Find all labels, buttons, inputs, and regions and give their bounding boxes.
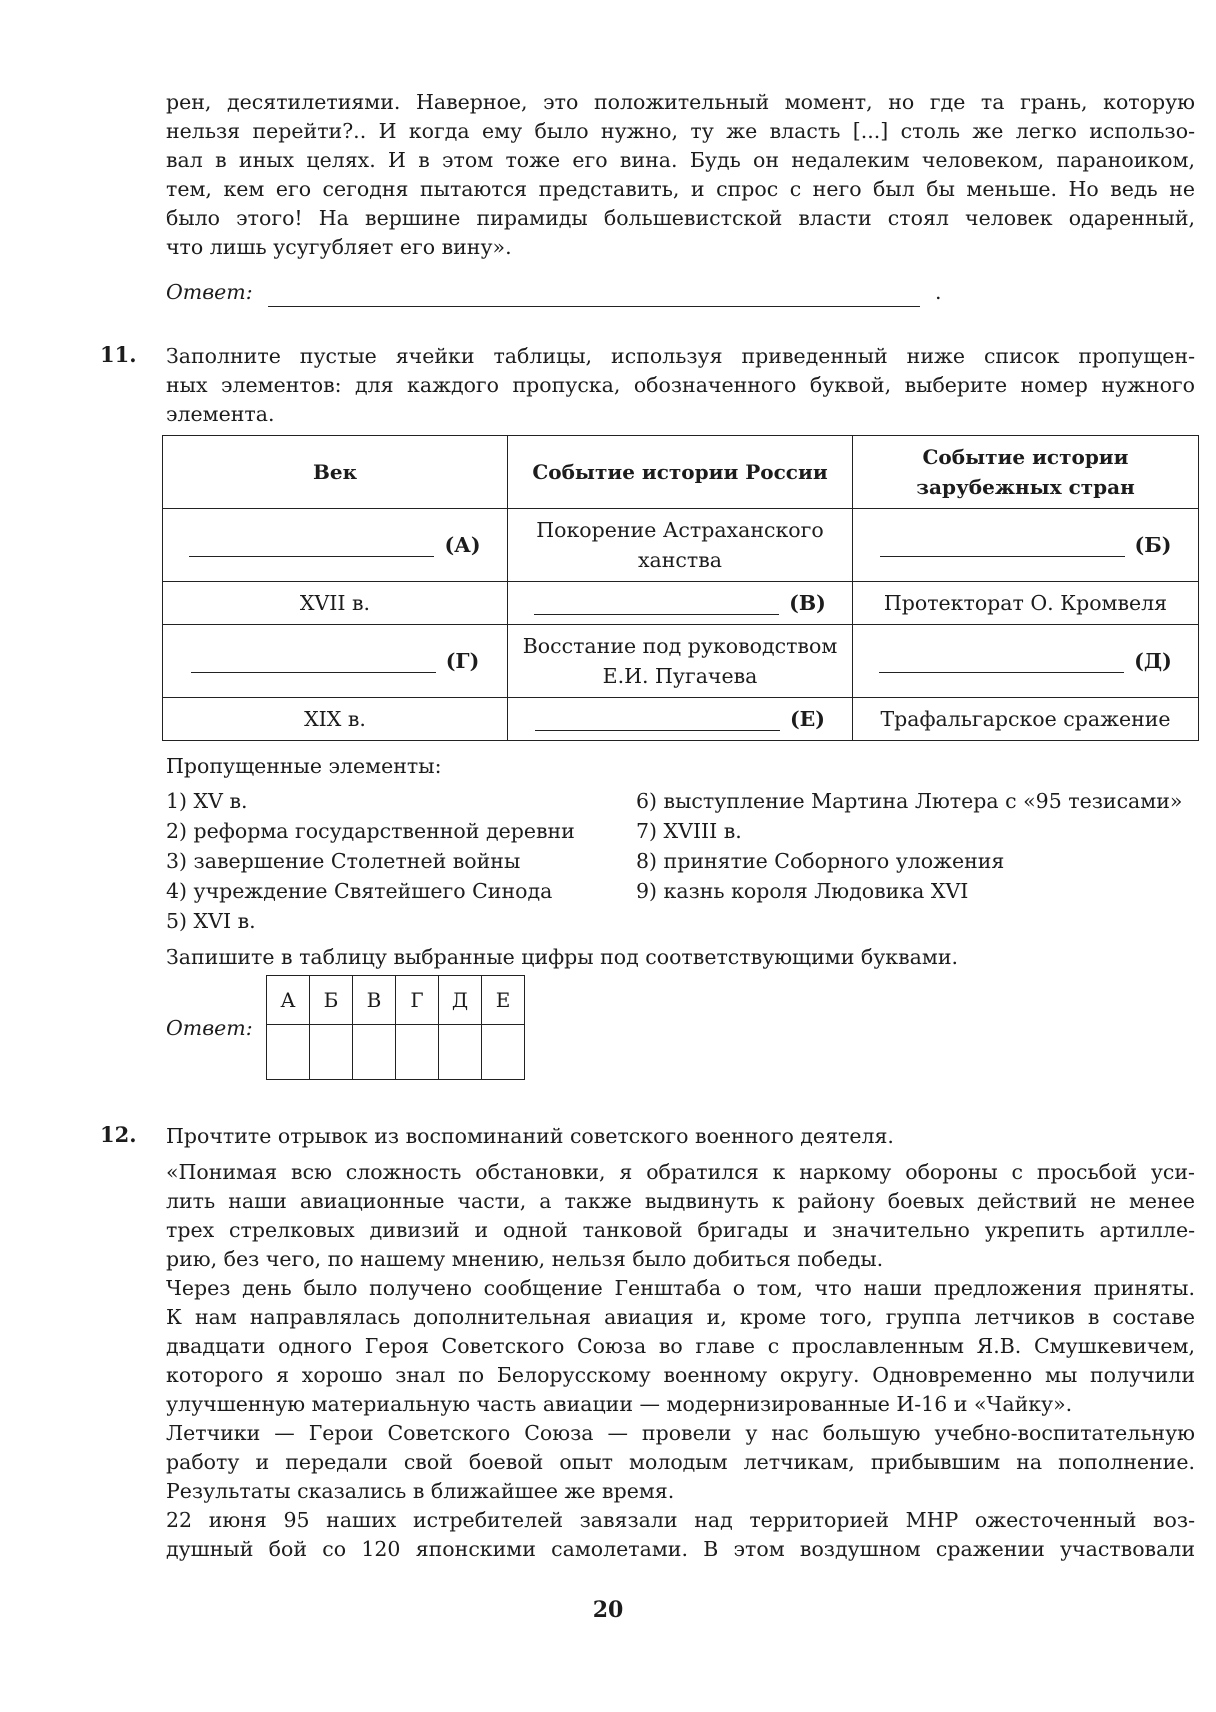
text-line: трех стрелковых дивизий и одной танковой бригады и значительно укрепить артилле-: [166, 1218, 1195, 1242]
table-cell: XVII в.: [163, 582, 508, 625]
header-foreign-event: Событие истории зарубежных стран: [853, 436, 1199, 509]
task-number-12: 12.: [100, 1122, 137, 1147]
task11-instruction: [166, 342, 1195, 429]
answer-input-cell[interactable]: [439, 1025, 482, 1080]
table-row: [163, 509, 1199, 582]
answer-letter: Е: [482, 976, 525, 1025]
blank-cell[interactable]: [853, 509, 1199, 582]
text-line: нельзя перейти?.. И когда ему было нужно, ту же власть [...] столь же легко использо-: [166, 119, 1195, 143]
blank-line: [191, 652, 436, 673]
answer-letter: Б: [310, 976, 353, 1025]
write-instruction: Запишите в таблицу выбранные цифры под соответствующими буквами.: [166, 945, 959, 969]
blank-line: [879, 652, 1124, 673]
text-line: работу и передали свой боевой опыт молодым летчикам, прибывшим на пополнение.: [166, 1450, 1195, 1474]
answer-input-cell[interactable]: [310, 1025, 353, 1080]
table-cell: Трафальгарское сражение: [853, 698, 1199, 741]
missing-list-left: [166, 786, 575, 936]
list-item: 2) реформа государственной деревни: [166, 819, 575, 843]
quote-end-text: [166, 88, 1195, 262]
text-line: элемента.: [166, 402, 275, 426]
blank-letter: (Е): [789, 707, 826, 731]
blank-cell[interactable]: [508, 582, 853, 625]
text-line: К нам направлялась дополнительная авиация и, кроме того, группа летчиков в составе: [166, 1305, 1195, 1329]
blank-letter: (Г): [445, 649, 480, 673]
answer-input-cell[interactable]: [353, 1025, 396, 1080]
text-line: ных элементов: для каждого пропуска, обозначенного буквой, выберите номер нужного: [166, 373, 1195, 397]
text-line: рию, без чего, по нашему мнению, нельзя было добиться победы.: [166, 1247, 884, 1271]
answer-label-11: Ответ:: [166, 1016, 253, 1040]
table-row: [163, 698, 1199, 741]
answer-letter: В: [353, 976, 396, 1025]
list-item: 1) XV в.: [166, 789, 248, 813]
text-line: Летчики — Герои Советского Союза — провели у нас большую учебно-воспитательную: [166, 1421, 1195, 1445]
text-line: 22 июня 95 наших истребителей завязали над территорией МНР ожесточенный воз-: [166, 1508, 1195, 1532]
table-header-row: [163, 436, 1199, 509]
page-number: 20: [592, 1597, 624, 1623]
blank-line: [534, 594, 779, 615]
table-row: [163, 582, 1199, 625]
table-cell: Протекторат О. Кромвеля: [853, 582, 1199, 625]
blank-letter: (В): [789, 591, 826, 615]
text-line: Заполните пустые ячейки таблицы, используя приведенный ниже список пропущен-: [166, 344, 1195, 368]
answer-label-10: Ответ:: [166, 280, 253, 304]
text-line: что лишь усугубляет его вину».: [166, 235, 512, 259]
blank-letter: (А): [444, 533, 481, 557]
blank-cell[interactable]: [853, 625, 1199, 698]
text-line: было этого! На вершине пирамиды большевистской власти стоял человек одаренный,: [166, 206, 1195, 230]
blank-line: [880, 536, 1125, 557]
text-line: которого я хорошо знал по Белорусскому военному округу. Одновременно мы получили: [166, 1363, 1195, 1387]
task-number-11: 11.: [100, 342, 137, 367]
text-line: рен, десятилетиями. Наверное, это положительный момент, но где та грань, которую: [166, 90, 1195, 114]
blank-cell[interactable]: [508, 698, 853, 741]
text-line: «Понимая всю сложность обстановки, я обратился к наркому обороны с просьбой уси-: [166, 1160, 1195, 1184]
header-century: Век: [163, 436, 508, 509]
text-line: двадцати одного Героя Советского Союза во главе с прославленным Я.В. Смушкевичем,: [166, 1334, 1195, 1358]
list-item: 4) учреждение Святейшего Синода: [166, 879, 553, 903]
blank-line: [189, 536, 434, 557]
header-russia-event: Событие истории России: [508, 436, 853, 509]
text-line: тем, кем его сегодня пытаются представить, и спрос с него был бы меньше. Но ведь не: [166, 177, 1195, 201]
task12-quote: [166, 1158, 1195, 1564]
list-item: 9) казнь короля Людовика XVI: [636, 879, 969, 903]
blank-line: [535, 710, 780, 731]
list-item: 7) XVIII в.: [636, 819, 742, 843]
list-item: 5) XVI в.: [166, 909, 256, 933]
answer-line-10[interactable]: [268, 284, 920, 307]
answer-letter: А: [267, 976, 310, 1025]
blank-letter: (Б): [1134, 533, 1172, 557]
task12-intro: Прочтите отрывок из воспоминаний советского военного деятеля.: [166, 1124, 894, 1148]
table-cell: XIX в.: [163, 698, 508, 741]
text-line: вал в иных целях. И в этом тоже его вина. Будь он недалеким человеком, параноиком,: [166, 148, 1195, 172]
table-cell: Покорение Астраханского ханства: [508, 509, 853, 582]
missing-elements-title: Пропущенные элементы:: [166, 754, 442, 778]
answer-end-dot: .: [935, 280, 942, 304]
missing-list-right: [636, 786, 1182, 906]
blank-cell[interactable]: [163, 625, 508, 698]
list-item: 6) выступление Мартина Лютера с «95 тезисами»: [636, 789, 1183, 813]
table-cell: Восстание под руководством Е.И. Пугачева: [508, 625, 853, 698]
text-line: улучшенную материальную часть авиации — модернизированные И-16 и «Чайку».: [166, 1392, 1073, 1416]
text-line: Результаты сказались в ближайшее же время.: [166, 1479, 675, 1503]
blank-cell[interactable]: [163, 509, 508, 582]
answer-input-cell[interactable]: [396, 1025, 439, 1080]
list-item: 8) принятие Соборного уложения: [636, 849, 1005, 873]
text-line: лить наши авиационные части, а также выдвинуть к району боевых действий не менее: [166, 1189, 1195, 1213]
list-item: 3) завершение Столетней войны: [166, 849, 521, 873]
answer-letter: Г: [396, 976, 439, 1025]
answer-input-cell[interactable]: [267, 1025, 310, 1080]
answer-input-cell[interactable]: [482, 1025, 525, 1080]
task11-table: [162, 435, 1199, 741]
answer-grid-inputs: [267, 1025, 525, 1080]
text-line: Через день было получено сообщение Генштаба о том, что наши предложения приняты.: [166, 1276, 1195, 1300]
answer-grid-letters: [267, 976, 525, 1025]
text-line: душный бой со 120 японскими самолетами. В этом воздушном сражении участвовали: [166, 1537, 1195, 1561]
blank-letter: (Д): [1134, 649, 1172, 673]
answer-grid-11: [266, 975, 525, 1080]
table-row: [163, 625, 1199, 698]
answer-letter: Д: [439, 976, 482, 1025]
